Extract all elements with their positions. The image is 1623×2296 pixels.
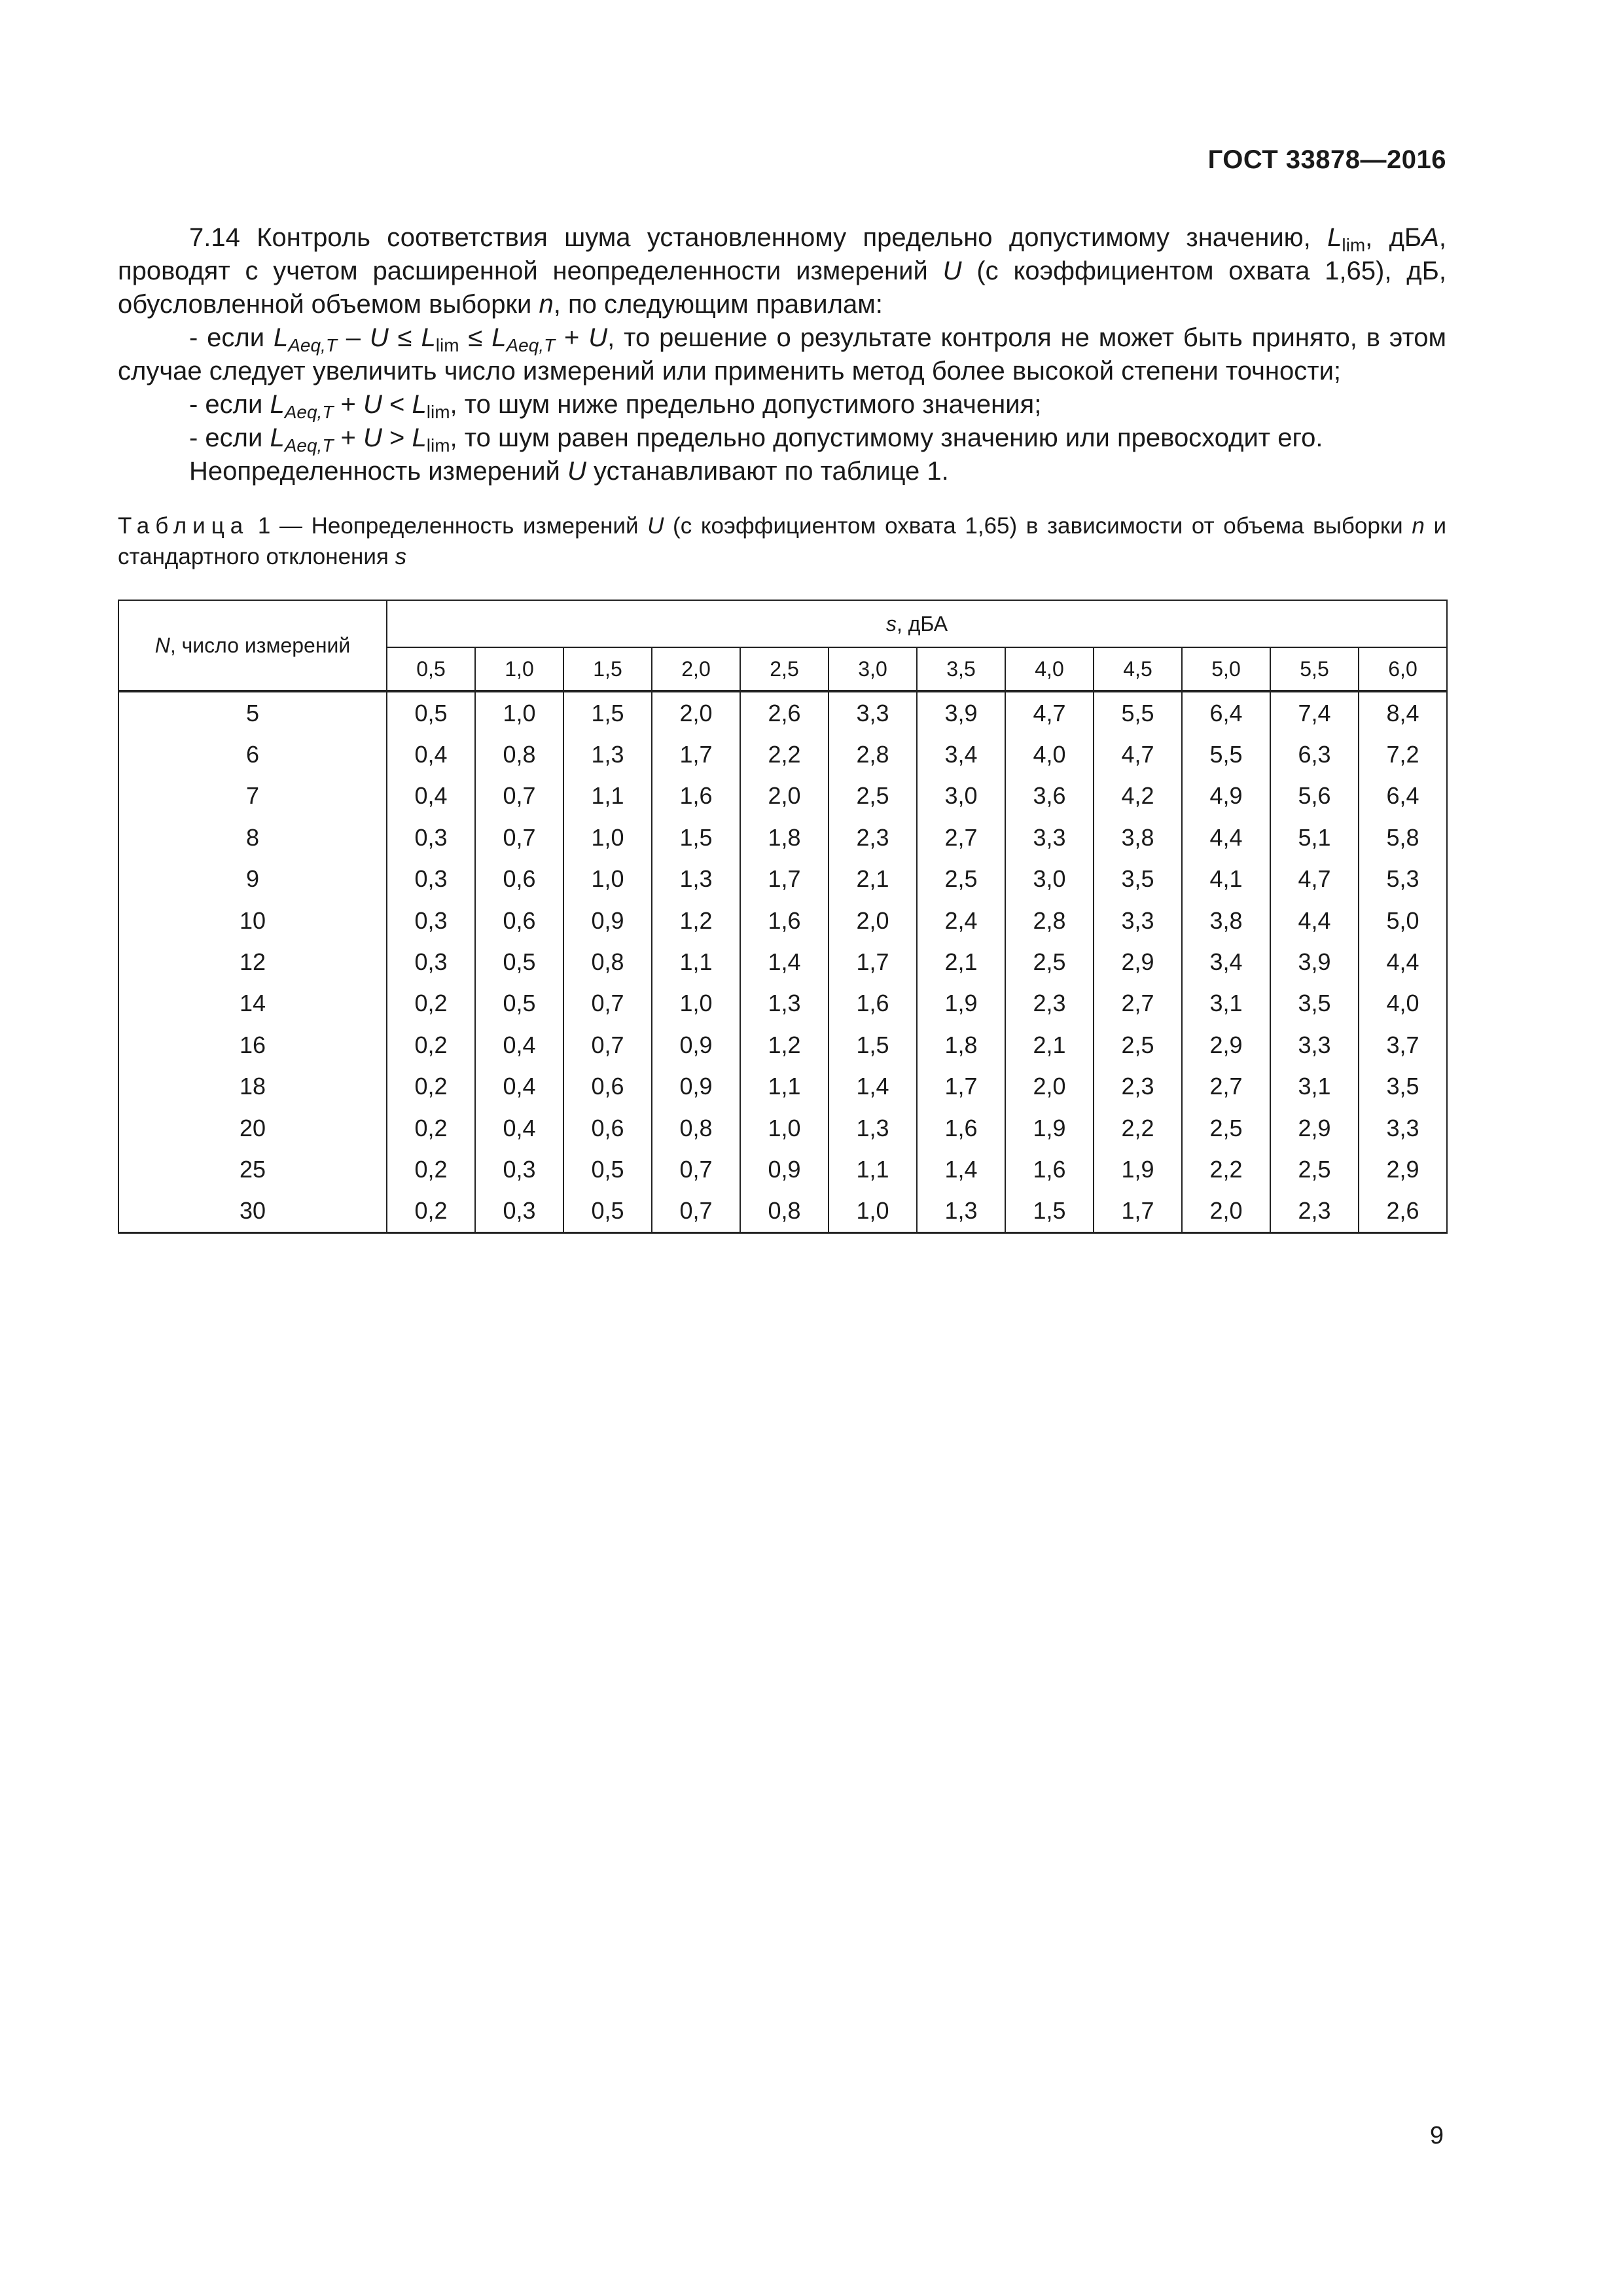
uncertainty-cell: 3,9 bbox=[1270, 941, 1359, 982]
table-row bbox=[118, 734, 1447, 775]
uncertainty-cell: 0,3 bbox=[387, 817, 475, 858]
uncertainty-cell: 1,5 bbox=[652, 817, 740, 858]
uncertainty-cell: 0,2 bbox=[387, 1191, 475, 1233]
n-cell: 18 bbox=[118, 1066, 387, 1107]
n-cell: 9 bbox=[118, 859, 387, 900]
uncertainty-cell: 1,7 bbox=[829, 941, 917, 982]
uncertainty-cell: 1,7 bbox=[652, 734, 740, 775]
uncertainty-cell: 4,0 bbox=[1359, 983, 1447, 1024]
uncertainty-cell: 1,6 bbox=[917, 1107, 1005, 1149]
uncertainty-cell: 0,4 bbox=[387, 734, 475, 775]
uncertainty-cell: 2,7 bbox=[1094, 983, 1182, 1024]
uncertainty-cell: 3,8 bbox=[1094, 817, 1182, 858]
rule-undecided: - если $L_{Aeq,T} - U \le L_{lim} \le L_{Aeq,T} + U$, то решение о результате контроля не может быть принято, в этом случае следует увеличить число измерений или применить метод более высокой степени точности; bbox=[118, 323, 1446, 386]
section-7-14 bbox=[118, 221, 1446, 488]
uncertainty-cell: 1,8 bbox=[917, 1024, 1005, 1066]
uncertainty-cell: 1,4 bbox=[740, 941, 829, 982]
uncertainty-cell: 3,4 bbox=[1182, 941, 1270, 982]
uncertainty-cell: 0,3 bbox=[387, 859, 475, 900]
n-cell: 10 bbox=[118, 900, 387, 941]
uncertainty-cell: 0,6 bbox=[475, 900, 563, 941]
uncertainty-cell: 2,3 bbox=[829, 817, 917, 858]
uncertainty-cell: 0,5 bbox=[563, 1191, 652, 1233]
s-value-header: 1,0 bbox=[475, 647, 563, 691]
table-row bbox=[118, 900, 1447, 941]
uncertainty-cell: 2,2 bbox=[740, 734, 829, 775]
uncertainty-cell: 3,5 bbox=[1270, 983, 1359, 1024]
uncertainty-cell: 2,1 bbox=[829, 859, 917, 900]
rule-above-limit: - если $L_{Aeq,T} + U > L_{lim}$, то шум равен предельно допустимому значению или превосходит его. bbox=[189, 423, 1323, 456]
n-cell: 5 bbox=[118, 691, 387, 734]
uncertainty-cell: 3,4 bbox=[917, 734, 1005, 775]
uncertainty-cell: 0,6 bbox=[563, 1066, 652, 1107]
rule-below-limit: - если $L_{Aeq,T} + U < L_{lim}$, то шум ниже предельно допустимого значения; bbox=[189, 390, 1042, 422]
table-row bbox=[118, 1024, 1447, 1066]
uncertainty-cell: 0,8 bbox=[475, 734, 563, 775]
uncertainty-cell: 1,0 bbox=[475, 691, 563, 734]
uncertainty-cell: 3,9 bbox=[917, 691, 1005, 734]
n-cell: 12 bbox=[118, 941, 387, 982]
uncertainty-cell: 2,5 bbox=[1094, 1024, 1182, 1066]
uncertainty-cell: 3,6 bbox=[1005, 776, 1094, 817]
uncertainty-cell: 0,8 bbox=[652, 1107, 740, 1149]
uncertainty-cell: 0,5 bbox=[475, 983, 563, 1024]
s-value-header: 2,0 bbox=[652, 647, 740, 691]
s-value-header: 5,0 bbox=[1182, 647, 1270, 691]
uncertainty-cell: 4,4 bbox=[1182, 817, 1270, 858]
uncertainty-cell: 0,2 bbox=[387, 1149, 475, 1190]
uncertainty-cell: 5,6 bbox=[1270, 776, 1359, 817]
n-column-header: N, число измерений bbox=[118, 600, 387, 691]
uncertainty-cell: 3,0 bbox=[917, 776, 1005, 817]
uncertainty-cell: 1,5 bbox=[829, 1024, 917, 1066]
uncertainty-cell: 1,3 bbox=[563, 734, 652, 775]
uncertainty-cell: 1,7 bbox=[1094, 1191, 1182, 1233]
table-label: Таблица bbox=[118, 513, 249, 539]
uncertainty-cell: 0,3 bbox=[475, 1191, 563, 1233]
uncertainty-cell: 6,4 bbox=[1182, 691, 1270, 734]
s-value-header: 4,5 bbox=[1094, 647, 1182, 691]
uncertainty-cell: 0,2 bbox=[387, 983, 475, 1024]
uncertainty-cell: 0,3 bbox=[475, 1149, 563, 1190]
uncertainty-cell: 2,5 bbox=[1005, 941, 1094, 982]
uncertainty-cell: 3,0 bbox=[1005, 859, 1094, 900]
uncertainty-cell: 1,3 bbox=[740, 983, 829, 1024]
uncertainty-cell: 6,3 bbox=[1270, 734, 1359, 775]
uncertainty-cell: 1,6 bbox=[740, 900, 829, 941]
uncertainty-cell: 4,0 bbox=[1005, 734, 1094, 775]
uncertainty-cell: 1,1 bbox=[740, 1066, 829, 1107]
uncertainty-cell: 2,0 bbox=[1182, 1191, 1270, 1233]
uncertainty-cell: 0,2 bbox=[387, 1024, 475, 1066]
uncertainty-cell: 0,7 bbox=[652, 1191, 740, 1233]
uncertainty-cell: 4,9 bbox=[1182, 776, 1270, 817]
uncertainty-cell: 7,4 bbox=[1270, 691, 1359, 734]
uncertainty-cell: 0,7 bbox=[475, 817, 563, 858]
uncertainty-cell: 2,8 bbox=[1005, 900, 1094, 941]
uncertainty-cell: 1,3 bbox=[829, 1107, 917, 1149]
uncertainty-cell: 0,7 bbox=[563, 983, 652, 1024]
uncertainty-cell: 0,5 bbox=[475, 941, 563, 982]
uncertainty-cell: 1,8 bbox=[740, 817, 829, 858]
s-value-header: 1,5 bbox=[563, 647, 652, 691]
uncertainty-cell: 1,6 bbox=[1005, 1149, 1094, 1190]
uncertainty-cell: 0,3 bbox=[387, 900, 475, 941]
uncertainty-cell: 2,1 bbox=[1005, 1024, 1094, 1066]
table-caption: Таблица 1 — Неопределенность измерений U (с коэффициентом охвата 1,65) в зависимости от объема выборки n и стандартного отклонения s bbox=[118, 513, 1447, 569]
uncertainty-cell: 2,5 bbox=[917, 859, 1005, 900]
uncertainty-cell: 2,9 bbox=[1359, 1149, 1447, 1190]
document-code-header: ГОСТ 33878—2016 bbox=[1207, 145, 1446, 174]
uncertainty-cell: 1,2 bbox=[652, 900, 740, 941]
uncertainty-cell: 0,8 bbox=[563, 941, 652, 982]
uncertainty-cell: 1,7 bbox=[917, 1066, 1005, 1107]
table-row bbox=[118, 1066, 1447, 1107]
uncertainty-cell: 2,6 bbox=[1359, 1191, 1447, 1233]
uncertainty-cell: 5,5 bbox=[1094, 691, 1182, 734]
n-cell: 20 bbox=[118, 1107, 387, 1149]
uncertainty-cell: 4,4 bbox=[1270, 900, 1359, 941]
uncertainty-cell: 3,8 bbox=[1182, 900, 1270, 941]
uncertainty-cell: 8,4 bbox=[1359, 691, 1447, 734]
n-cell: 7 bbox=[118, 776, 387, 817]
uncertainty-cell: 0,6 bbox=[475, 859, 563, 900]
uncertainty-cell: 0,7 bbox=[563, 1024, 652, 1066]
uncertainty-cell: 0,5 bbox=[563, 1149, 652, 1190]
uncertainty-cell: 0,4 bbox=[475, 1066, 563, 1107]
uncertainty-cell: 4,7 bbox=[1005, 691, 1094, 734]
s-value-header: 3,5 bbox=[917, 647, 1005, 691]
uncertainty-cell: 2,2 bbox=[1094, 1107, 1182, 1149]
uncertainty-cell: 1,1 bbox=[829, 1149, 917, 1190]
page-number: 9 bbox=[1429, 2122, 1444, 2149]
table-row bbox=[118, 817, 1447, 858]
uncertainty-table bbox=[118, 600, 1448, 1234]
uncertainty-cell: 0,7 bbox=[475, 776, 563, 817]
s-value-header: 2,5 bbox=[740, 647, 829, 691]
uncertainty-cell: 6,4 bbox=[1359, 776, 1447, 817]
uncertainty-cell: 1,9 bbox=[1094, 1149, 1182, 1190]
table-row bbox=[118, 1191, 1447, 1233]
uncertainty-cell: 2,3 bbox=[1270, 1191, 1359, 1233]
n-cell: 14 bbox=[118, 983, 387, 1024]
n-cell: 30 bbox=[118, 1191, 387, 1233]
uncertainty-cell: 1,9 bbox=[1005, 1107, 1094, 1149]
uncertainty-cell: 2,0 bbox=[740, 776, 829, 817]
uncertainty-cell: 4,4 bbox=[1359, 941, 1447, 982]
uncertainty-cell: 2,0 bbox=[1005, 1066, 1094, 1107]
uncertainty-cell: 4,2 bbox=[1094, 776, 1182, 817]
uncertainty-cell: 0,5 bbox=[387, 691, 475, 734]
uncertainty-cell: 2,7 bbox=[917, 817, 1005, 858]
uncertainty-cell: 1,2 bbox=[740, 1024, 829, 1066]
uncertainty-cell: 2,0 bbox=[829, 900, 917, 941]
uncertainty-cell: 2,0 bbox=[652, 691, 740, 734]
uncertainty-cell: 2,9 bbox=[1094, 941, 1182, 982]
uncertainty-cell: 4,7 bbox=[1094, 734, 1182, 775]
uncertainty-cell: 3,3 bbox=[829, 691, 917, 734]
uncertainty-cell: 0,7 bbox=[652, 1149, 740, 1190]
uncertainty-cell: 2,5 bbox=[1182, 1107, 1270, 1149]
uncertainty-cell: 1,5 bbox=[563, 691, 652, 734]
uncertainty-cell: 2,5 bbox=[1270, 1149, 1359, 1190]
uncertainty-cell: 0,9 bbox=[563, 900, 652, 941]
uncertainty-cell: 2,4 bbox=[917, 900, 1005, 941]
paragraph-intro: 7.14 Контроль соответствия шума установленному предельно допустимому значению, $L_{lim}$, дБA, проводят с учетом расширенной неопределенности измерений U (с коэффициентом охвата 1,65), дБ, обусловленной объемом выборки n, по следующим правилам: bbox=[118, 223, 1446, 319]
s-value-header: 6,0 bbox=[1359, 647, 1447, 691]
uncertainty-cell: 3,1 bbox=[1182, 983, 1270, 1024]
uncertainty-cell: 2,7 bbox=[1182, 1066, 1270, 1107]
uncertainty-cell: 3,3 bbox=[1270, 1024, 1359, 1066]
uncertainty-cell: 2,8 bbox=[829, 734, 917, 775]
uncertainty-cell: 0,8 bbox=[740, 1191, 829, 1233]
uncertainty-cell: 1,4 bbox=[829, 1066, 917, 1107]
uncertainty-cell: 7,2 bbox=[1359, 734, 1447, 775]
uncertainty-cell: 3,3 bbox=[1094, 900, 1182, 941]
uncertainty-cell: 1,3 bbox=[917, 1191, 1005, 1233]
uncertainty-cell: 2,2 bbox=[1182, 1149, 1270, 1190]
table-row bbox=[118, 1107, 1447, 1149]
uncertainty-cell: 0,6 bbox=[563, 1107, 652, 1149]
table-row bbox=[118, 1149, 1447, 1190]
uncertainty-cell: 3,5 bbox=[1094, 859, 1182, 900]
uncertainty-cell: 2,9 bbox=[1270, 1107, 1359, 1149]
uncertainty-cell: 1,1 bbox=[652, 941, 740, 982]
uncertainty-cell: 5,5 bbox=[1182, 734, 1270, 775]
uncertainty-cell: 0,9 bbox=[652, 1066, 740, 1107]
uncertainty-cell: 5,1 bbox=[1270, 817, 1359, 858]
n-cell: 6 bbox=[118, 734, 387, 775]
uncertainty-cell: 3,1 bbox=[1270, 1066, 1359, 1107]
uncertainty-cell: 1,1 bbox=[563, 776, 652, 817]
paragraph-uncertainty-ref: Неопределенность измерений U устанавливают по таблице 1. bbox=[189, 457, 949, 486]
uncertainty-cell: 1,6 bbox=[652, 776, 740, 817]
uncertainty-cell: 3,7 bbox=[1359, 1024, 1447, 1066]
uncertainty-cell: 0,2 bbox=[387, 1107, 475, 1149]
uncertainty-cell: 2,5 bbox=[829, 776, 917, 817]
uncertainty-cell: 4,1 bbox=[1182, 859, 1270, 900]
uncertainty-cell: 0,4 bbox=[475, 1024, 563, 1066]
uncertainty-cell: 1,0 bbox=[563, 817, 652, 858]
uncertainty-cell: 4,7 bbox=[1270, 859, 1359, 900]
uncertainty-cell: 1,9 bbox=[917, 983, 1005, 1024]
table-row bbox=[118, 983, 1447, 1024]
n-cell: 25 bbox=[118, 1149, 387, 1190]
uncertainty-cell: 0,4 bbox=[387, 776, 475, 817]
s-value-header: 5,5 bbox=[1270, 647, 1359, 691]
uncertainty-cell: 3,3 bbox=[1005, 817, 1094, 858]
uncertainty-cell: 2,6 bbox=[740, 691, 829, 734]
uncertainty-cell: 1,6 bbox=[829, 983, 917, 1024]
uncertainty-cell: 0,3 bbox=[387, 941, 475, 982]
uncertainty-cell: 5,0 bbox=[1359, 900, 1447, 941]
uncertainty-cell: 3,5 bbox=[1359, 1066, 1447, 1107]
uncertainty-cell: 0,4 bbox=[475, 1107, 563, 1149]
uncertainty-cell: 1,4 bbox=[917, 1149, 1005, 1190]
uncertainty-cell: 2,3 bbox=[1005, 983, 1094, 1024]
uncertainty-cell: 2,9 bbox=[1182, 1024, 1270, 1066]
uncertainty-cell: 0,9 bbox=[652, 1024, 740, 1066]
section-number: 7.14 bbox=[189, 223, 240, 252]
table-row bbox=[118, 941, 1447, 982]
n-cell: 8 bbox=[118, 817, 387, 858]
s-value-header: 0,5 bbox=[387, 647, 475, 691]
uncertainty-cell: 1,3 bbox=[652, 859, 740, 900]
uncertainty-cell: 1,0 bbox=[829, 1191, 917, 1233]
uncertainty-cell: 2,1 bbox=[917, 941, 1005, 982]
uncertainty-cell: 1,5 bbox=[1005, 1191, 1094, 1233]
uncertainty-cell: 1,7 bbox=[740, 859, 829, 900]
uncertainty-cell: 0,9 bbox=[740, 1149, 829, 1190]
s-value-header: 4,0 bbox=[1005, 647, 1094, 691]
uncertainty-cell: 2,3 bbox=[1094, 1066, 1182, 1107]
table-row bbox=[118, 691, 1447, 734]
s-group-header: s, дБА bbox=[387, 600, 1447, 647]
s-value-header: 3,0 bbox=[829, 647, 917, 691]
table-row bbox=[118, 776, 1447, 817]
uncertainty-cell: 1,0 bbox=[740, 1107, 829, 1149]
n-cell: 16 bbox=[118, 1024, 387, 1066]
uncertainty-cell: 1,0 bbox=[563, 859, 652, 900]
table-row bbox=[118, 859, 1447, 900]
uncertainty-cell: 1,0 bbox=[652, 983, 740, 1024]
uncertainty-cell: 0,2 bbox=[387, 1066, 475, 1107]
uncertainty-cell: 5,8 bbox=[1359, 817, 1447, 858]
uncertainty-cell: 3,3 bbox=[1359, 1107, 1447, 1149]
uncertainty-cell: 5,3 bbox=[1359, 859, 1447, 900]
